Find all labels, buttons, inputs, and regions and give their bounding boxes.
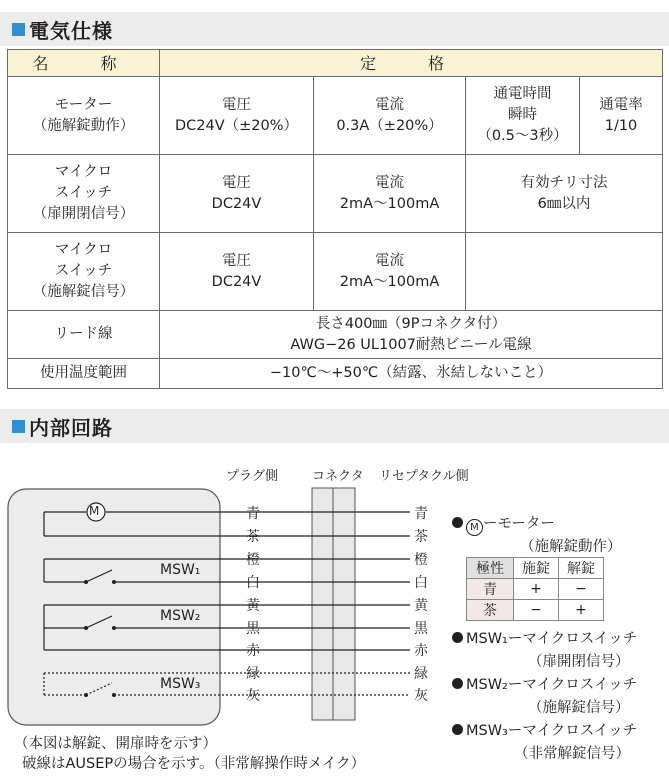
note-1: 破線はAUSEPの場合を示す。（非常解操作時メイク） [22, 756, 366, 772]
plug-color-4: 黄 [246, 598, 260, 614]
temp-value: −10℃～+50℃（結露、氷結しないこと） [160, 359, 663, 389]
motor-name: モーター （施解錠動作） [8, 77, 160, 155]
legend-msw2 [452, 673, 637, 694]
plug-color-2: 橙 [246, 552, 260, 568]
section-title-spec: 電気仕様 [29, 18, 113, 43]
polarity-header-1: 施錠 [514, 558, 559, 579]
header-name: 名 称 [8, 50, 160, 77]
rec-color-2: 橙 [414, 552, 428, 568]
legend-motor-sub: （施解錠動作） [520, 539, 622, 555]
plug-color-6: 赤 [246, 643, 260, 659]
msw2-voltage: 電圧 DC24V [160, 233, 314, 311]
legend-motor [452, 512, 555, 536]
plug-color-7: 緑 [246, 666, 260, 682]
header-rating: 定 格 [160, 50, 663, 77]
legend-msw1-sub: （扉開閉信号） [528, 654, 630, 670]
motor-duty: 通電率 1/10 [580, 77, 663, 155]
rec-color-8: 灰 [414, 688, 428, 704]
msw1-dust: 有効チリ寸法 6㎜以内 [466, 155, 663, 233]
lead-value: 長さ400㎜（9Pコネクタ付） AWG−26 UL1007耐熱ビニール電線 [160, 311, 663, 359]
bullet-icon [452, 517, 463, 528]
rec-color-6: 赤 [414, 643, 428, 659]
bullet-icon [452, 632, 463, 643]
msw1-current: 電流 2mA～100mA [314, 155, 466, 233]
plug-color-0: 青 [246, 506, 260, 522]
msw1-name: マイクロ スイッチ （扉開閉信号） [8, 155, 160, 233]
msw1-label: MSW₁ [160, 562, 201, 578]
polarity-row0-label: 青 [467, 579, 514, 600]
legend-msw1 [452, 627, 637, 648]
motor-circle-icon: M [466, 519, 483, 536]
msw3-label: MSW₃ [160, 676, 201, 692]
polarity-row0-unlock: − [559, 579, 604, 600]
polarity-table [466, 557, 604, 621]
bullet-icon [452, 678, 463, 689]
motor-voltage: 電圧 DC24V（±20%） [160, 77, 314, 155]
polarity-row0-lock: + [514, 579, 559, 600]
polarity-header-0: 極性 [467, 558, 514, 579]
rec-color-7: 緑 [414, 666, 428, 682]
connector-label: コネクタ [312, 469, 364, 484]
rec-color-3: 白 [414, 575, 428, 591]
polarity-row1-lock: − [514, 600, 559, 621]
polarity-header-2: 解錠 [559, 558, 604, 579]
legend-msw2-text: MSW₂ーマイクロスイッチ [466, 677, 638, 693]
bullet-icon [452, 724, 463, 735]
rec-color-5: 黒 [414, 621, 428, 637]
note-0: （本図は解錠、開扉時を示す） [14, 736, 217, 752]
plug-color-8: 灰 [246, 688, 260, 704]
rec-color-1: 茶 [414, 529, 428, 545]
legend-msw3 [452, 719, 637, 740]
legend-msw3-text: MSW₃ーマイクロスイッチ [466, 723, 638, 739]
section-title-circuit: 内部回路 [29, 415, 113, 440]
motor-time: 通電時間 瞬時 （0.5～3秒） [466, 77, 580, 155]
plug-color-3: 白 [246, 575, 260, 591]
legend-motor-text: ーモーター [483, 516, 555, 532]
motor-current: 電流 0.3A（±20%） [314, 77, 466, 155]
motor-symbol-letter: M [89, 504, 100, 518]
plug-color-5: 黒 [246, 621, 260, 637]
receptacle-side-label: リセプタクル側 [379, 469, 469, 484]
rec-color-0: 青 [414, 506, 428, 522]
msw2-current: 電流 2mA～100mA [314, 233, 466, 311]
msw2-label: MSW₂ [160, 608, 201, 624]
polarity-row1-unlock: + [559, 600, 604, 621]
rec-color-4: 黄 [414, 598, 428, 614]
msw1-voltage: 電圧 DC24V [160, 155, 314, 233]
plug-color-1: 茶 [246, 529, 260, 545]
polarity-row1-label: 茶 [467, 600, 514, 621]
temp-name: 使用温度範囲 [8, 359, 160, 389]
legend-msw2-sub: （施解錠信号） [528, 700, 630, 716]
legend-msw3-sub: （非常解錠信号） [514, 746, 630, 762]
msw2-name: マイクロ スイッチ （施解錠信号） [8, 233, 160, 311]
legend-msw1-text: MSW₁ーマイクロスイッチ [466, 631, 638, 647]
plug-side-label: プラグ側 [226, 469, 279, 484]
lead-name: リード線 [8, 311, 160, 359]
